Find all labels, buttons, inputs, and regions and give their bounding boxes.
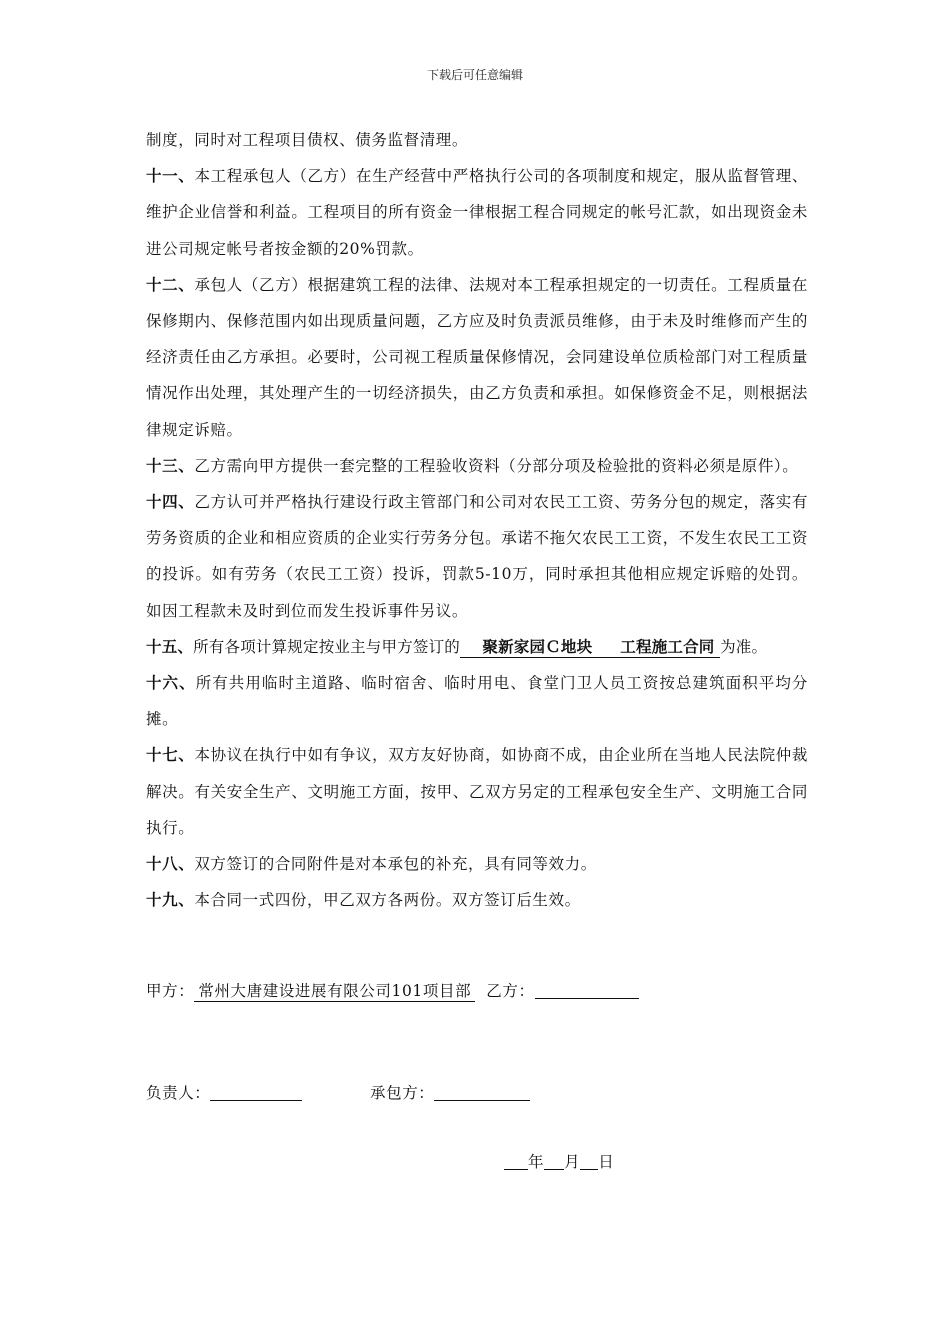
clause-text-end: 为准。 <box>720 637 768 656</box>
day-blank <box>580 1149 598 1170</box>
header-note: 下载后可任意编辑 <box>426 68 523 82</box>
contractor-label: 承包方： <box>370 1084 435 1102</box>
contractor-row <box>370 1080 530 1103</box>
clause-number: 十六、 <box>146 673 196 693</box>
party-b-blank <box>535 978 639 999</box>
contract-body <box>146 122 808 918</box>
clause-number: 十三、 <box>146 455 195 475</box>
month-blank <box>544 1149 564 1170</box>
party-b-label: 乙方： <box>486 982 535 1000</box>
party-signature-row <box>146 978 639 1001</box>
clause-13 <box>146 448 808 484</box>
clause-number: 十一、 <box>146 166 195 186</box>
clause-text: 所有共用临时主道路、临时宿舍、临时用电、食堂门卫人员工资按总建筑面积平均分摊。 <box>146 674 808 729</box>
party-a-label: 甲方： <box>146 982 195 1000</box>
year-blank <box>504 1149 528 1170</box>
clause-number: 十八、 <box>146 854 195 874</box>
month-label: 月 <box>564 1153 581 1171</box>
clause-text: 双方签订的合同附件是对本承包的补充，具有同等效力。 <box>194 855 597 874</box>
clause-15 <box>146 629 808 665</box>
party-a-name: 常州大唐建设进展有限公司101项目部 <box>194 982 475 1002</box>
responsible-blank <box>210 1080 302 1101</box>
clause-17 <box>146 737 808 846</box>
clause-intro: 制度，同时对工程项目债权、债务监督清理。 <box>146 131 469 149</box>
clause-text: 承包人（乙方）根据建筑工程的法律、法规对本工程承担规定的一切责任。工程质量在保修期内、保修范围内如出现质量问题，乙方应及时负责派员维修，由于未及时维修而产生的经济责任由乙方承担。必要时，公司视工程质量保修情况，会同建设单位质检部门对工程质量情况作出处理，其处理产生的一切经济损失，由乙方负责和承担。如保修资金不足，则根据法律规定诉赔。 <box>146 275 808 439</box>
clause-16 <box>146 665 808 737</box>
clause-text: 乙方认可并严格执行建设行政主管部门和公司对农民工工资、劳务分包的规定，落实有劳务资质的企业和相应资质的企业实行劳务分包。承诺不拖欠农民工工资，不发生农民工工资的投诉。如有劳务（农民工工资）投诉，罚款5-10万，同时承担其他相应规定诉赔的处罚。如因工程款未及时到位而发生投诉事件另议。 <box>146 493 808 620</box>
day-label: 日 <box>598 1153 615 1171</box>
clause-number: 十二、 <box>146 274 195 294</box>
clause-text: 本工程承包人（乙方）在生产经营中严格执行公司的各项制度和规定，服从监督管理、维护企业信誉和利益。工程项目的所有资金一律根据工程合同规定的帐号汇款，如出现资金未进公司规定帐号者按金额的20%罚款。 <box>146 167 808 258</box>
clause-12 <box>146 267 808 448</box>
year-label: 年 <box>528 1153 545 1171</box>
project-name: 聚新家园Ｃ地块 工程施工合同 <box>460 637 720 658</box>
clause-19 <box>146 882 808 918</box>
clause-18 <box>146 846 808 882</box>
clause-11 <box>146 158 808 267</box>
clause-text: 所有各项计算规定按业主与甲方签订的 <box>193 637 461 656</box>
clause-text: 乙方需向甲方提供一套完整的工程验收资料（分部分项及检验批的资料必须是原件）。 <box>194 456 799 475</box>
clause-number: 十九、 <box>146 890 195 910</box>
clause-number: 十七、 <box>146 745 195 765</box>
clause-text: 本协议在执行中如有争议，双方友好协商，如协商不成，由企业所在当地人民法院仲裁解决。有关安全生产、文明施工方面，按甲、乙双方另定的工程承包安全生产、文明施工合同执行。 <box>146 746 808 837</box>
responsible-row <box>146 1080 302 1103</box>
responsible-label: 负责人： <box>146 1084 211 1102</box>
date-row <box>504 1149 614 1172</box>
clause-text: 本合同一式四份，甲乙双方各两份。双方签订后生效。 <box>194 891 581 910</box>
clause-number: 十五、 <box>146 636 194 656</box>
clause-14 <box>146 484 808 629</box>
contractor-blank <box>434 1080 530 1101</box>
clause-number: 十四、 <box>146 492 195 512</box>
